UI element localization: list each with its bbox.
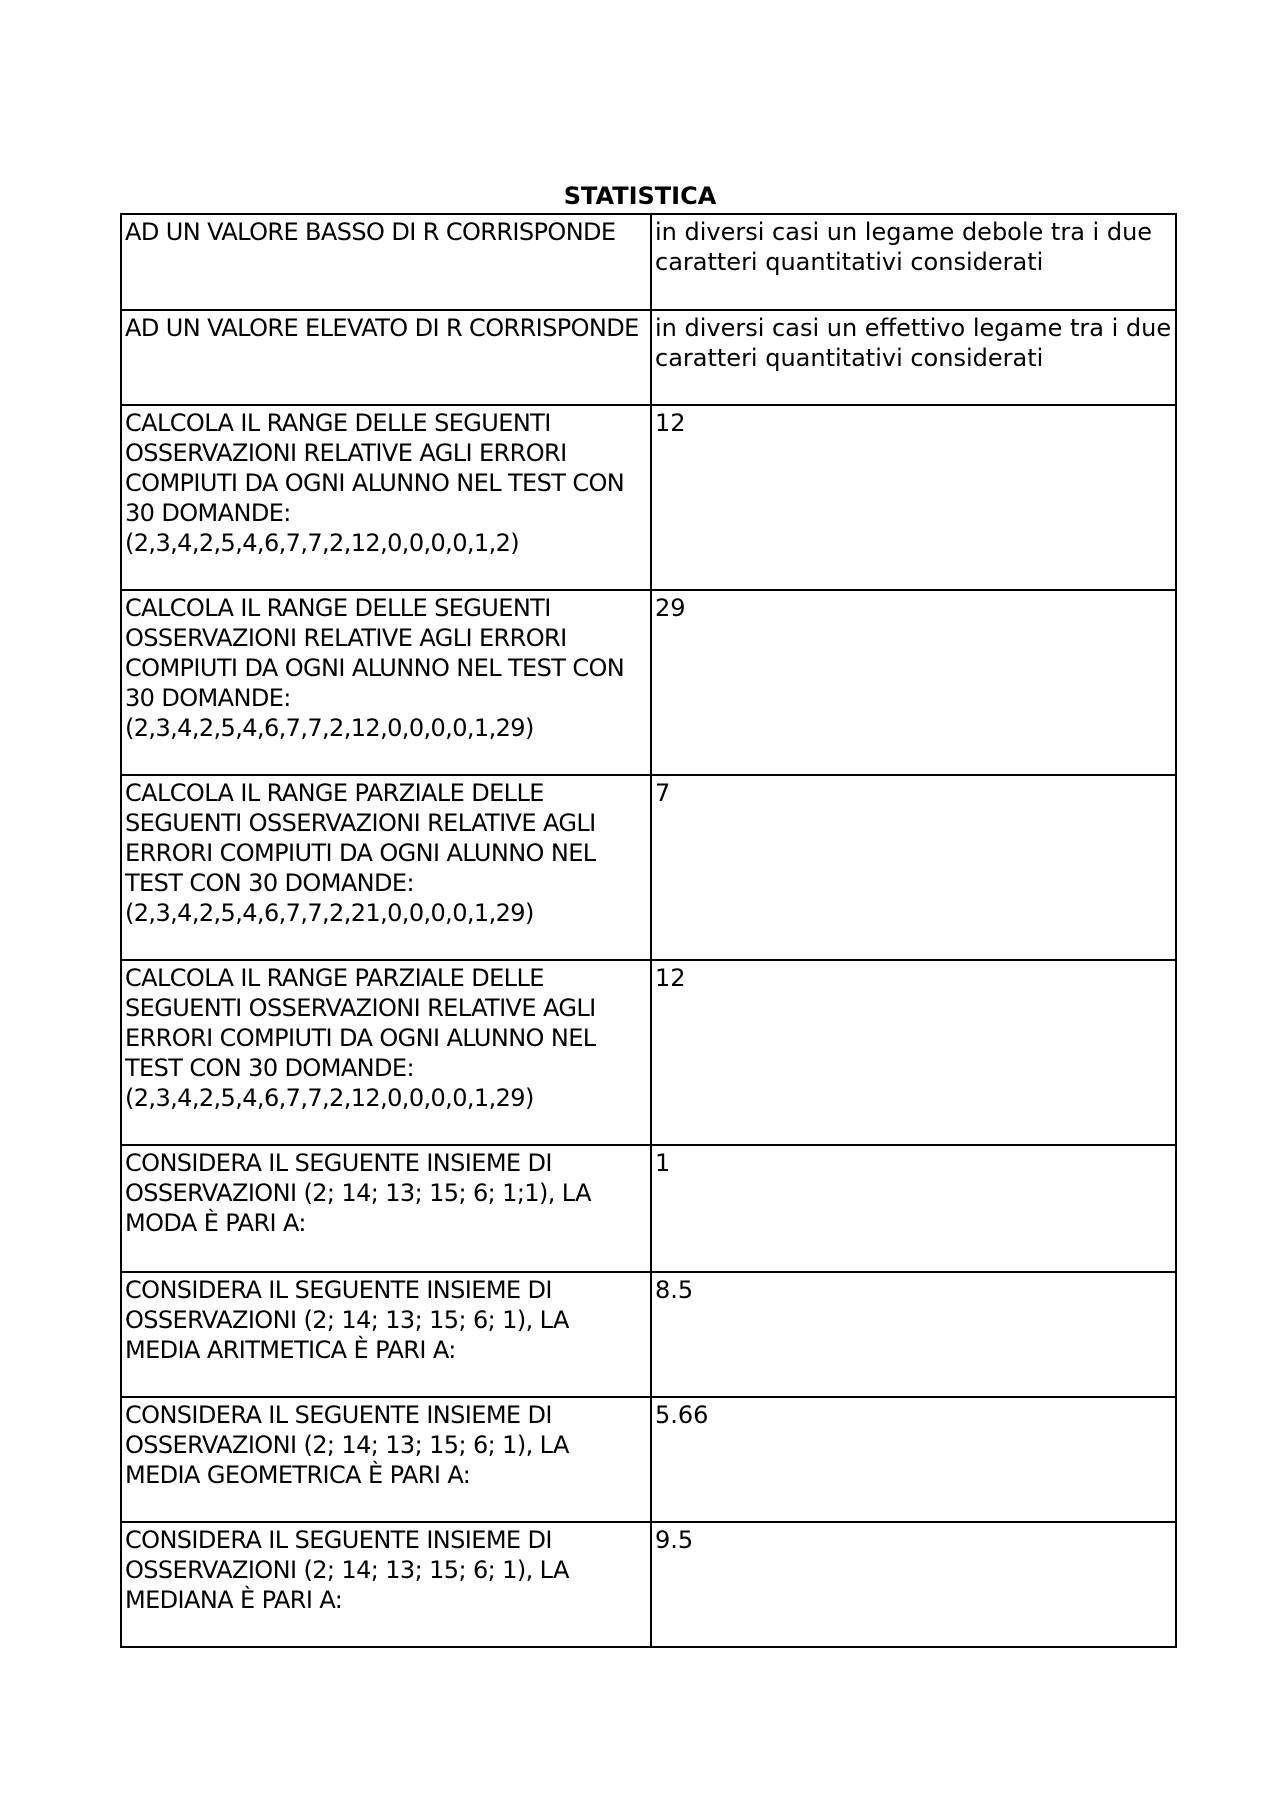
table-row	[121, 214, 1176, 310]
question-cell: CONSIDERA IL SEGUENTE INSIEME DI OSSERVAZIONI (2; 14; 13; 15; 6; 1), LA MEDIA ARITMETICA È PARI A:	[121, 1272, 651, 1397]
question-cell: CALCOLA IL RANGE PARZIALE DELLE SEGUENTI OSSERVAZIONI RELATIVE AGLI ERRORI COMPIUTI DA OGNI ALUNNO NEL TEST CON 30 DOMANDE: (2,3,4,2,5,4,6,7,7,2,12,0,0,0,0,1,29)	[121, 960, 651, 1145]
answer-cell: 29	[651, 590, 1176, 775]
answer-cell: 8.5	[651, 1272, 1176, 1397]
qa-table	[120, 213, 1177, 1648]
table-row	[121, 1397, 1176, 1522]
table-row	[121, 1272, 1176, 1397]
table-row	[121, 590, 1176, 775]
table-row	[121, 1522, 1176, 1647]
page-title: STATISTICA	[563, 182, 717, 210]
answer-cell: 12	[651, 960, 1176, 1145]
answer-cell: in diversi casi un legame debole tra i due caratteri quantitativi considerati	[651, 214, 1176, 310]
answer-cell: 5.66	[651, 1397, 1176, 1522]
answer-cell: 9.5	[651, 1522, 1176, 1647]
table-row	[121, 775, 1176, 960]
table-row	[121, 1145, 1176, 1272]
table-row	[121, 960, 1176, 1145]
table-row	[121, 310, 1176, 405]
question-cell: CONSIDERA IL SEGUENTE INSIEME DI OSSERVAZIONI (2; 14; 13; 15; 6; 1), LA MEDIANA È PARI A:	[121, 1522, 651, 1647]
question-cell: CALCOLA IL RANGE DELLE SEGUENTI OSSERVAZIONI RELATIVE AGLI ERRORI COMPIUTI DA OGNI ALUNNO NEL TEST CON 30 DOMANDE: (2,3,4,2,5,4,6,7,7,2,12,0,0,0,0,1,29)	[121, 590, 651, 775]
answer-cell: 7	[651, 775, 1176, 960]
answer-cell: in diversi casi un effettivo legame tra i due caratteri quantitativi considerati	[651, 310, 1176, 405]
question-cell: AD UN VALORE ELEVATO DI R CORRISPONDE	[121, 310, 651, 405]
question-cell: CALCOLA IL RANGE DELLE SEGUENTI OSSERVAZIONI RELATIVE AGLI ERRORI COMPIUTI DA OGNI ALUNNO NEL TEST CON 30 DOMANDE: (2,3,4,2,5,4,6,7,7,2,12,0,0,0,0,1,2)	[121, 405, 651, 590]
question-cell: CALCOLA IL RANGE PARZIALE DELLE SEGUENTI OSSERVAZIONI RELATIVE AGLI ERRORI COMPIUTI DA OGNI ALUNNO NEL TEST CON 30 DOMANDE: (2,3,4,2,5,4,6,7,7,2,21,0,0,0,0,1,29)	[121, 775, 651, 960]
qa-table-body	[121, 214, 1176, 1647]
question-cell: CONSIDERA IL SEGUENTE INSIEME DI OSSERVAZIONI (2; 14; 13; 15; 6; 1), LA MEDIA GEOMETRICA È PARI A:	[121, 1397, 651, 1522]
question-cell: CONSIDERA IL SEGUENTE INSIEME DI OSSERVAZIONI (2; 14; 13; 15; 6; 1;1), LA MODA È PARI A:	[121, 1145, 651, 1272]
table-row	[121, 405, 1176, 590]
answer-cell: 12	[651, 405, 1176, 590]
answer-cell: 1	[651, 1145, 1176, 1272]
question-cell: AD UN VALORE BASSO DI R CORRISPONDE	[121, 214, 651, 310]
